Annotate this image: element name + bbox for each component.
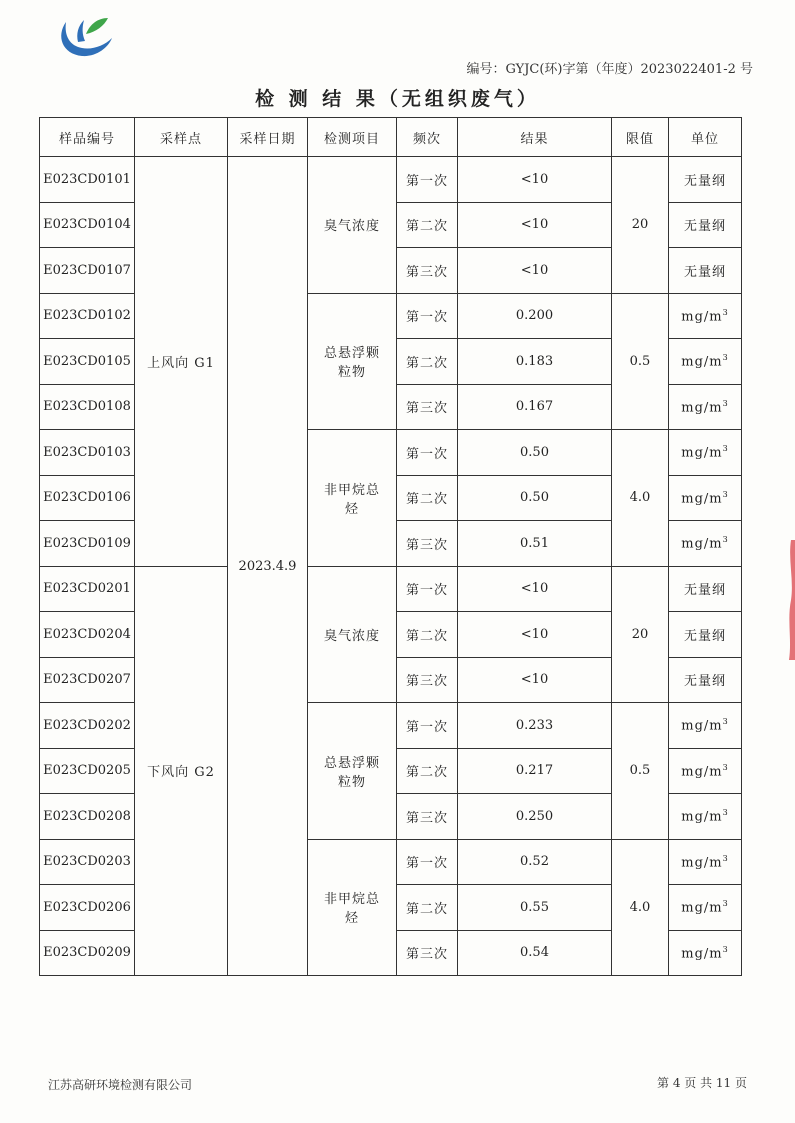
- frequency-cell: 第一次: [397, 157, 458, 203]
- column-header: 采样日期: [228, 118, 308, 157]
- unit-cell: [669, 748, 742, 794]
- unit-text: 无量纲: [683, 219, 726, 235]
- sample-id-cell: E023CD0101: [40, 157, 135, 203]
- unit-text: mg/m: [681, 854, 723, 870]
- unit-superscript: 3: [722, 717, 729, 727]
- sampling-point-cell: 下风向 G2: [135, 566, 228, 976]
- unit-text: mg/m: [681, 308, 723, 324]
- column-header: 频次: [397, 118, 458, 157]
- unit-text: mg/m: [681, 718, 723, 734]
- unit-superscript: 3: [722, 398, 729, 408]
- sample-id-cell: E023CD0204: [40, 612, 135, 658]
- sample-id-cell: E023CD0103: [40, 430, 135, 476]
- unit-superscript: 3: [722, 899, 729, 909]
- sample-id-cell: E023CD0108: [40, 384, 135, 430]
- unit-superscript: 3: [722, 444, 729, 454]
- unit-superscript: 3: [722, 762, 729, 772]
- frequency-cell: 第二次: [397, 612, 458, 658]
- frequency-cell: 第二次: [397, 748, 458, 794]
- frequency-cell: 第三次: [397, 930, 458, 976]
- sampling-point-cell: 上风向 G1: [135, 157, 228, 567]
- unit-cell: [669, 475, 742, 521]
- unit-cell: [669, 248, 742, 294]
- frequency-cell: 第三次: [397, 657, 458, 703]
- table-header-row: [40, 118, 742, 157]
- unit-text: mg/m: [681, 445, 723, 461]
- unit-text: 无量纲: [683, 674, 726, 690]
- company-logo: [52, 14, 116, 64]
- result-cell: 0.51: [458, 521, 612, 567]
- frequency-cell: 第二次: [397, 885, 458, 931]
- test-item-cell: 臭气浓度: [308, 566, 397, 703]
- unit-text: mg/m: [681, 763, 723, 779]
- unit-text: mg/m: [681, 536, 723, 552]
- footer-company: 江苏高研环境检测有限公司: [48, 1078, 193, 1092]
- frequency-cell: 第一次: [397, 566, 458, 612]
- result-cell: <10: [458, 657, 612, 703]
- result-cell: 0.50: [458, 430, 612, 476]
- sampling-date-cell: 2023.4.9: [228, 157, 308, 976]
- unit-text: 无量纲: [683, 583, 726, 599]
- sample-id-cell: E023CD0209: [40, 930, 135, 976]
- result-cell: <10: [458, 157, 612, 203]
- column-header: 单位: [669, 118, 742, 157]
- results-table: [39, 117, 742, 976]
- sample-id-cell: E023CD0208: [40, 794, 135, 840]
- unit-cell: [669, 384, 742, 430]
- column-header: 采样点: [135, 118, 228, 157]
- limit-cell: 4.0: [612, 430, 669, 567]
- unit-superscript: 3: [722, 944, 729, 954]
- column-header: 限值: [612, 118, 669, 157]
- result-cell: <10: [458, 202, 612, 248]
- result-cell: <10: [458, 566, 612, 612]
- unit-cell: [669, 839, 742, 885]
- result-cell: 0.50: [458, 475, 612, 521]
- frequency-cell: 第二次: [397, 202, 458, 248]
- unit-text: 无量纲: [683, 173, 726, 189]
- unit-text: mg/m: [681, 354, 723, 370]
- test-item-cell: 非甲烷总烃: [308, 839, 397, 976]
- unit-cell: [669, 657, 742, 703]
- limit-cell: 20: [612, 157, 669, 294]
- sample-id-cell: E023CD0109: [40, 521, 135, 567]
- document-number: 编号：GYJC(环)字第（年度）2023022401-2 号: [466, 62, 753, 77]
- result-cell: 0.217: [458, 748, 612, 794]
- page-title: 检 测 结 果（无组织废气）: [255, 88, 540, 110]
- unit-cell: [669, 930, 742, 976]
- unit-cell: [669, 157, 742, 203]
- unit-text: mg/m: [681, 809, 723, 825]
- result-cell: 0.183: [458, 339, 612, 385]
- unit-superscript: 3: [722, 535, 729, 545]
- column-header: 结果: [458, 118, 612, 157]
- table-row: [40, 566, 742, 612]
- frequency-cell: 第三次: [397, 794, 458, 840]
- unit-cell: [669, 885, 742, 931]
- column-header: 检测项目: [308, 118, 397, 157]
- test-item-cell: 总悬浮颗粒物: [308, 703, 397, 840]
- result-cell: 0.250: [458, 794, 612, 840]
- sample-id-cell: E023CD0102: [40, 293, 135, 339]
- unit-text: mg/m: [681, 490, 723, 506]
- unit-superscript: 3: [722, 808, 729, 818]
- frequency-cell: 第三次: [397, 248, 458, 294]
- result-cell: 0.54: [458, 930, 612, 976]
- unit-cell: [669, 794, 742, 840]
- result-cell: <10: [458, 612, 612, 658]
- unit-cell: [669, 430, 742, 476]
- unit-cell: [669, 293, 742, 339]
- unit-cell: [669, 703, 742, 749]
- unit-text: 无量纲: [683, 264, 726, 280]
- test-item-cell: 总悬浮颗粒物: [308, 293, 397, 430]
- unit-text: mg/m: [681, 945, 723, 961]
- frequency-cell: 第一次: [397, 293, 458, 339]
- seal-stamp-edge: [785, 540, 795, 660]
- unit-superscript: 3: [722, 853, 729, 863]
- sample-id-cell: E023CD0107: [40, 248, 135, 294]
- sample-id-cell: E023CD0202: [40, 703, 135, 749]
- frequency-cell: 第三次: [397, 521, 458, 567]
- frequency-cell: 第一次: [397, 839, 458, 885]
- result-cell: 0.55: [458, 885, 612, 931]
- unit-superscript: 3: [722, 307, 729, 317]
- frequency-cell: 第二次: [397, 339, 458, 385]
- unit-superscript: 3: [722, 353, 729, 363]
- frequency-cell: 第三次: [397, 384, 458, 430]
- result-cell: 0.52: [458, 839, 612, 885]
- limit-cell: 4.0: [612, 839, 669, 976]
- unit-text: 无量纲: [683, 628, 726, 644]
- footer-page-number: 第 4 页 共 11 页: [657, 1076, 747, 1090]
- unit-cell: [669, 339, 742, 385]
- result-cell: <10: [458, 248, 612, 294]
- sample-id-cell: E023CD0207: [40, 657, 135, 703]
- sample-id-cell: E023CD0105: [40, 339, 135, 385]
- limit-cell: 0.5: [612, 703, 669, 840]
- unit-cell: [669, 202, 742, 248]
- test-item-cell: 臭气浓度: [308, 157, 397, 294]
- sample-id-cell: E023CD0106: [40, 475, 135, 521]
- frequency-cell: 第二次: [397, 475, 458, 521]
- unit-cell: [669, 566, 742, 612]
- unit-cell: [669, 521, 742, 567]
- unit-cell: [669, 612, 742, 658]
- result-cell: 0.233: [458, 703, 612, 749]
- result-cell: 0.167: [458, 384, 612, 430]
- sample-id-cell: E023CD0203: [40, 839, 135, 885]
- result-cell: 0.200: [458, 293, 612, 339]
- table-row: [40, 157, 742, 203]
- unit-superscript: 3: [722, 489, 729, 499]
- test-item-cell: 非甲烷总烃: [308, 430, 397, 567]
- limit-cell: 0.5: [612, 293, 669, 430]
- column-header: 样品编号: [40, 118, 135, 157]
- frequency-cell: 第一次: [397, 703, 458, 749]
- sample-id-cell: E023CD0206: [40, 885, 135, 931]
- sample-id-cell: E023CD0205: [40, 748, 135, 794]
- unit-text: mg/m: [681, 900, 723, 916]
- sample-id-cell: E023CD0104: [40, 202, 135, 248]
- frequency-cell: 第一次: [397, 430, 458, 476]
- limit-cell: 20: [612, 566, 669, 703]
- unit-text: mg/m: [681, 399, 723, 415]
- sample-id-cell: E023CD0201: [40, 566, 135, 612]
